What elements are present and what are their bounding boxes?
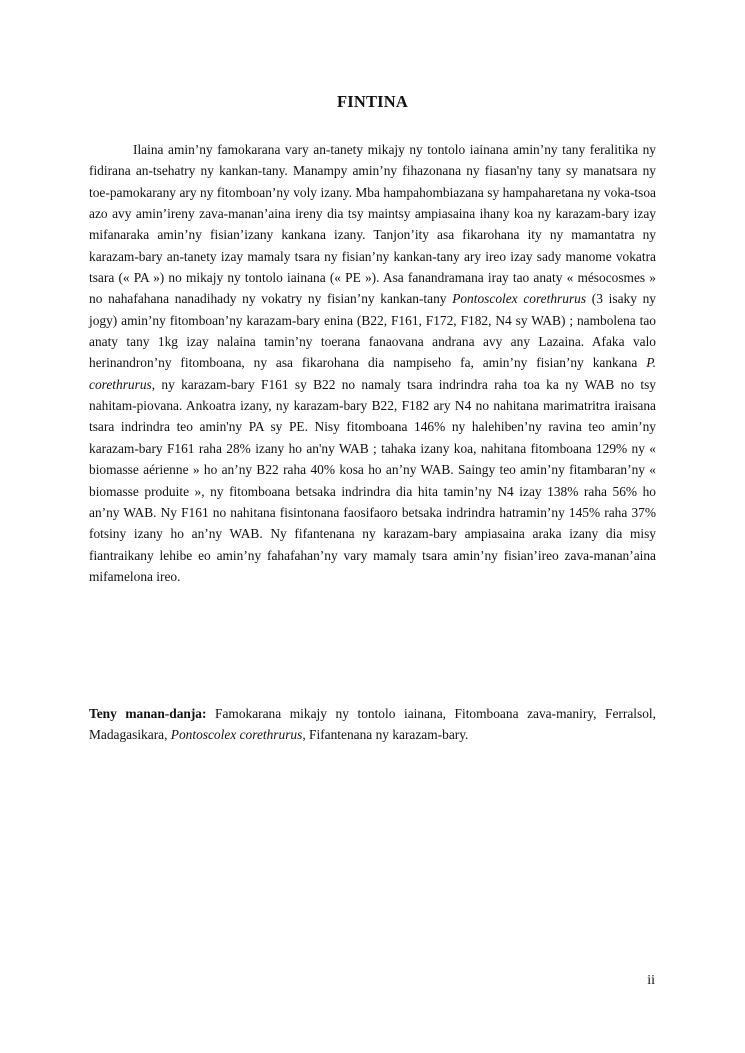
keywords-species-italic: Pontoscolex corethrurus [170, 727, 303, 743]
page-number: ii [647, 973, 655, 988]
keywords-text: , Fifantenana ny karazam-bary. [302, 727, 469, 743]
abstract-text: (3 isaky ny jogy) amin’ny fitomboan’ny karazam-bary enina (B22, F161, F172, F182, N4 sy WAB) ; nambolena tao anaty tany 1kg izay nalaina tamin’ny toerana fanaovana andrana avy any Lazaina. Afaka valo herinandron’ny fitomboana, ny asa fikarohana dia nampiseho fa, amin’ny fisian’ny kankana [89, 291, 657, 371]
abstract-text: , ny karazam-bary F161 sy B22 no namaly tsara indrindra raha toa ka ny WAB no tsy nahitam-piovana. Ankoatra izany, ny karazam-bary B22, F182 ary N4 no nahitana marimatritra iraisana tsara indrindra teo amin'ny PA sy PE. Nisy fitomboana 146% ny halehiben’ny ravina teo amin’ny karazam-bary F161 raha 28% izany ho an'ny WAB ; tahaka izany koa, nahitana fitomboana 129% ny « biomasse aérienne » ho an’ny B22 raha 40% kosa ho an’ny WAB. Saingy teo amin’ny fitambaran’ny « biomasse produite », ny fitomboana betsaka indrindra dia hita tamin’ny N4 izay 138% raha 56% ho an’ny WAB. Ny F161 no nahitana fisintonana faosifaoro betsaka indrindra hatramin’ny 145% raha 37% fotsiny izany ho an’ny WAB. Ny fifantenana ny karazam-bary ampiasaina araka izany dia misy fiantraikany lehibe eo amin’ny fahafahan’ny vary mamaly tsara amin’ny fisian’ireo zava-manan’aina mifamelona ireo. [89, 376, 656, 584]
species-abbrev-italic: P. corethrurus [89, 355, 656, 392]
page-title: FINTINA [336, 92, 409, 111]
species-name-italic: Pontoscolex corethrurus [452, 291, 587, 307]
keywords-text: Famokarana mikajy ny tontolo iainana, Fitomboana zava-maniry, Ferralsol, Madagasikara, [89, 706, 656, 743]
abstract-paragraph [89, 139, 656, 587]
abstract-text: Ilaina amin’ny famokarana vary an-tanety mikajy ny tontolo iainana amin’ny tany feralitika ny fidirana an-tsehatry ny kankan-tany. Manampy amin’ny fihazonana ny fiasan'ny tany sy manatsara ny toe-pamokarany ary ny fitomboan’ny voly izany. Mba hampahombiazana sy hampaharetana ny voka-tsoa azo avy amin’ireny zava-manan’aina ireny dia tsy maintsy ampiasaina ihany koa ny karazam-bary izay mifanaraka amin’ny fisian’izany kankana izany. Tanjon’ity asa fikarohana ity ny mamantatra ny karazam-bary an-tanety izay mamaly tsara ny fisian’ny kankan-tany ary ireo izay sady manome vokatra tsara (« PA ») no mikajy ny tontolo iainana (« PE »). Asa fanandramana iray tao anaty « mésocosmes » no nahafahana nanadihady ny vokatry ny fisian’ny kankan-tany [89, 142, 656, 307]
keywords-paragraph [89, 703, 656, 746]
keywords-label: Teny manan-danja: [89, 706, 207, 721]
